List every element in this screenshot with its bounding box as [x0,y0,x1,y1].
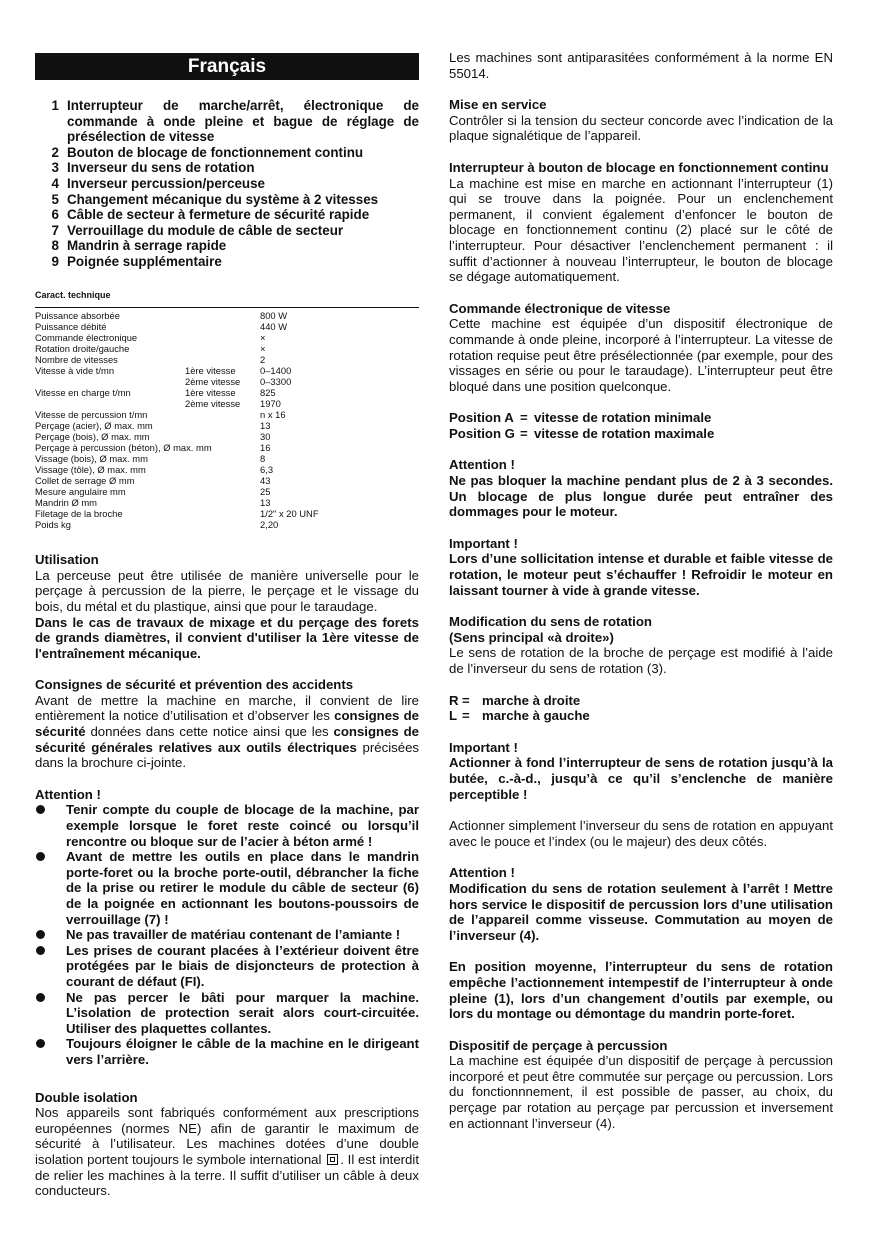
direction-row [449,708,833,724]
tech-divider [35,307,419,308]
part-item [35,238,419,254]
attention-item [35,943,419,990]
position-key: Position A [449,410,514,426]
consignes-section [35,677,419,771]
part-item [35,192,419,208]
mise-en-service-heading: Mise en service [449,97,547,113]
tech-value: 13 [260,420,271,432]
position-key: Position G [449,425,515,441]
tech-label: Commande électronique [35,332,138,344]
position-row [449,426,833,442]
tech-value: 2,20 [260,519,279,531]
tech-value: 16 [260,442,271,454]
moyenne-text: En position moyenne, l’interrupteur du sens de rotation empêche l’actionnement intempestif de l’interrupteur à onde pleine (1), lors d’un changement d’outils par exemple, ou lors du montage ou démontage du mandrin porte-foret. [449,959,833,1022]
attention1-section [449,457,833,519]
tech-section [35,288,419,531]
part-item [35,176,419,192]
tech-value: × [260,343,266,355]
interrupteur-text: La machine est mise en marche en actionnant l’interrupteur (1) qui se trouve dans la poignée. Pour un enclenchement permanent, il convient également d’enfoncer le bouton de blocage en fonctionnement continu (2) placé sur le côté de l’interrupteur. Pour désactiver l’enclenchement permanent : il suffit d’actionner à nouveau l’interrupteur, le bouton de blocage se dégage automatiquement. [449,175,833,285]
position-row [449,410,833,426]
bullet-icon [35,802,66,849]
direction-row [449,693,833,709]
part-item [35,254,419,270]
part-label: Bouton de blocage de fonctionnement continu [67,144,364,160]
tech-label: Perçage (bois), Ø max. mm [35,431,150,443]
position-value: vitesse de rotation minimale [534,410,712,426]
tech-row [35,354,419,365]
tech-value: 13 [260,497,271,509]
part-item [35,160,419,176]
position-value: vitesse de rotation maximale [534,425,715,441]
double-isolation-heading: Double isolation [35,1089,138,1105]
directions-section [449,693,833,724]
direction-key: L [449,708,458,724]
part-label: Mandrin à serrage rapide [67,238,227,254]
tech-value: 825 [260,387,276,399]
tech-value: 1970 [260,398,281,410]
double-isolation-text-part: . Il est interdit de relier les machines à la terre. Il suffit d’utiliser un câble à deux conducteurs. [35,1151,419,1199]
tech-value: n x 16 [260,409,286,421]
mise-en-service-text: Contrôler si la tension du secteur concorde avec l’indication de la plaque signalétique de l’appareil. [449,112,833,144]
commande-section [449,301,833,395]
double-isolation-section [35,1090,419,1199]
double-isolation-text-part: Nos appareils sont fabriqués conformément aux prescriptions européennes (normes NE) afin de garantir le maximum de sécurité à l’utilisateur. Les machines dotées d’une double isolation portent toujours le symbole international [35,1105,419,1167]
part-number: 8 [51,238,59,254]
part-label: Inverseur percussion/perceuse [67,175,265,191]
part-number: 2 [51,144,59,160]
tech-value: 0–3300 [260,376,292,388]
tech-label: Vitesse de percussion t/mn [35,409,148,421]
tech-value: 43 [260,475,271,487]
tech-sublabel: 2ème vitesse [185,376,241,388]
antiparasite-text: Les machines sont antiparasitées conformément à la norme EN 55014. [449,50,833,81]
consignes-bold-part: consignes de sécurité générales relatives aux outils électriques [35,724,419,755]
tech-label: Mandrin Ø mm [35,497,97,509]
part-number: 7 [51,222,59,238]
important1-text: Lors d’une sollicitation intense et durable et faible vitesse de rotation, le moteur peut s’échauffer ! Refroidir le moteur en laissant tourner à vide à grande vitesse. [449,551,833,598]
commande-text: Cette machine est équipée d’un dispositif électronique de commande à onde pleine, incorporé à l’interrupteur. La vitesse de rotation requise peut être présélectionnée (par exemple, pour des vissages en série ou pour le taraudage). L’interrupteur peut être bloqué dans une position quelconque. [449,316,833,394]
tech-row [35,409,419,420]
tech-value: 0–1400 [260,365,292,377]
tech-row [35,431,419,442]
commande-heading: Commande électronique de vitesse [449,300,671,316]
bullet-icon [35,927,66,943]
part-number: 6 [51,207,59,223]
important1-section [449,536,833,598]
part-number: 1 [51,98,59,113]
bullet-icon [35,990,66,1037]
part-number: 5 [51,191,59,207]
tech-label: Perçage à percussion (béton), Ø max. mm [35,442,212,454]
interrupteur-heading: Interrupteur à bouton de blocage en fonctionnement continu [449,159,829,175]
tech-row [35,420,419,431]
tech-row [35,464,419,475]
part-label: Interrupteur de marche/arrêt, électronique de commande à onde pleine et bague de réglage de présélection de vitesse [67,98,419,145]
consignes-text-part: Avant de mettre la machine en marche, il convient de lire entièrement la notice d’utilisation et d’observer les [35,692,419,724]
tech-row [35,475,419,486]
percussion-heading: Dispositif de perçage à percussion [449,1037,668,1053]
tech-row [35,343,419,354]
attention-item-text: Toujours éloigner le câble de la machine en le dirigeant vers l’arrière. [66,1036,419,1067]
double-insulation-icon [327,1154,338,1165]
tech-row [35,398,419,409]
tech-row [35,310,419,321]
attention-heading: Attention ! [35,786,101,802]
position-equals: = [520,425,528,441]
tech-label: Puissance absorbée [35,310,120,322]
tech-label: Vitesse à vide t/mn [35,365,115,377]
utilisation-text: La perceuse peut être utilisée de manière universelle pour le perçage à percussion de la pierre, le perçage et le vissage du bois, du métal et du plastique, ainsi que pour le taraudage. [35,567,419,614]
tech-value: 800 W [260,310,288,322]
tech-row [35,332,419,343]
attention-item [35,802,419,849]
attention2-heading: Attention ! [449,865,515,881]
tech-value: 2 [260,354,266,366]
part-item [35,98,419,145]
position-equals: = [520,410,528,426]
modification-section [449,614,833,676]
important1-heading: Important ! [449,535,518,551]
attention-section [35,787,419,1068]
tech-label: Nombre de vitesses [35,354,118,366]
tech-row [35,442,419,453]
attention-item-text: Les prises de courant placées à l’extérieur doivent être protégées par le biais de disjoncteurs de protection à courant de défaut (FI). [66,942,419,989]
tech-sublabel: 1ère vitesse [185,387,236,399]
attention-item [35,990,419,1037]
direction-value: marche à gauche [482,708,590,724]
left-column [35,50,419,1215]
tech-table [35,310,419,530]
tech-row [35,508,419,519]
tech-label [35,398,185,409]
tech-title: Caract. technique [35,289,111,300]
moyenne-section [449,959,833,1021]
tech-row [35,519,419,530]
part-label: Câble de secteur à fermeture de sécurité rapide [67,207,370,223]
attention-item [35,1036,419,1067]
right-column [449,50,833,1147]
double-isolation-text [35,1105,419,1199]
tech-sublabel: 2ème vitesse [185,398,241,410]
tech-value: × [260,332,266,344]
direction-equals: = [462,692,470,708]
tech-label: Poids kg [35,519,71,531]
tech-row [35,453,419,464]
part-label: Inverseur du sens de rotation [67,160,255,176]
part-number: 4 [51,175,59,191]
tech-value: 8 [260,453,266,465]
bullet-icon [35,1036,66,1067]
tech-row [35,376,419,387]
tech-label: Filetage de la broche [35,508,123,520]
tech-value: 1/2" x 20 UNF [260,508,319,520]
modification-subheading: (Sens principal «à droite») [449,629,614,645]
tech-label: Rotation droite/gauche [35,343,130,355]
positions-section [449,410,833,441]
direction-key: R [449,692,459,708]
mise-en-service-section [449,97,833,144]
direction-value: marche à droite [482,692,581,708]
tech-row [35,497,419,508]
consignes-bold-part: consignes de sécurité [35,708,419,740]
tech-label: Vitesse en charge t/mn [35,387,131,399]
tech-row [35,321,419,332]
attention-list [35,802,419,1067]
tech-value: 25 [260,486,271,498]
attention-item-text: Avant de mettre les outils en place dans le mandrin porte-foret ou la broche porte-outil, débrancher la fiche de la prise ou retirer le module du câble de secteur (6) de la poignée en actionnant les boutons-poussoirs de verrouillage (7) ! [66,849,419,927]
tech-label: Perçage (acier), Ø max. mm [35,420,153,432]
tech-label: Collet de serrage Ø mm [35,475,135,487]
attention-item-text: Tenir compte du couple de blocage de la machine, par exemple lorsque le foret reste coincé ou lorsqu’il rencontre ou bloque sur de l’acier à béton armé ! [66,802,419,849]
bullet-icon [35,943,66,990]
attention1-text: Ne pas bloquer la machine pendant plus de 2 à 3 secondes. Un blocage de plus longue durée peut entraîner des dommages pour le moteur. [449,473,833,520]
part-number: 9 [51,253,59,269]
part-number: 3 [51,160,59,176]
tech-row [35,387,419,398]
tech-value: 440 W [260,321,288,333]
part-label: Verrouillage du module de câble de secteur [67,222,344,238]
percussion-text: La machine est équipée d’un dispositif de perçage à percussion incorporé et peut être commutée sur perçage ou percussion. Lors du fonctionnnement, il est possible de passer, au choix, du perçage par rotation au perçage par percussion et inversement en actionnant l’inverseur (4). [449,1053,833,1131]
tech-label: Vissage (tôle), Ø max. mm [35,464,146,476]
attention2-text: Modification du sens de rotation seulement à l’arrêt ! Mettre hors service le dispositif de percussion lors d’une utilisation de l’appareil comme visseuse. Commutation au moyen de l’inverseur (4). [449,880,833,943]
tech-label [35,376,185,387]
simple-text: Actionner simplement l’inverseur du sens de rotation en appuyant avec le pouce et l’index (ou le majeur) des deux côtés. [449,818,833,849]
tech-row [35,365,419,376]
antiparasite-section [449,50,833,81]
percussion-section [449,1038,833,1132]
consignes-text [35,693,419,771]
utilisation-bold-text: Dans le cas de travaux de mixage et du perçage des forets de grands diamètres, il convient d'utiliser la 1ère vitesse de l'entraînement mécanique. [35,614,419,661]
language-banner: Français [35,53,419,80]
attention-item-text: Ne pas travailler de matériau contenant de l’amiante ! [66,927,401,943]
tech-value: 6,3 [260,464,274,476]
part-item [35,223,419,239]
direction-equals: = [462,708,470,724]
attention-item [35,927,419,943]
modification-text: Le sens de rotation de la broche de perçage est modifié à l’aide de l’inverseur du sens de rotation (3). [449,645,833,676]
important2-heading: Important ! [449,739,518,755]
consignes-text-part: données dans cette notice ainsi que les [85,724,334,740]
tech-label: Vissage (bois), Ø max. mm [35,453,148,465]
part-label: Poignée supplémentaire [67,253,222,269]
modification-heading: Modification du sens de rotation [449,614,652,630]
attention2-section [449,865,833,943]
part-label: Changement mécanique du système à 2 vitesses [67,191,379,207]
consignes-text-part: précisées dans la brochure ci-jointe. [35,739,419,771]
bullet-icon [35,849,66,927]
utilisation-section [35,552,419,661]
consignes-heading: Consignes de sécurité et prévention des accidents [35,677,354,693]
tech-label: Mesure angulaire mm [35,486,126,498]
tech-row [35,486,419,497]
important2-section [449,740,833,802]
attention-item-text: Ne pas percer le bâti pour marquer la machine. L’isolation de protection serait alors court-circuitée. Utiliser des plaquettes collantes. [66,989,419,1036]
attention1-heading: Attention ! [449,457,515,473]
tech-value: 30 [260,431,271,443]
part-item [35,145,419,161]
tech-label: Puissance débité [35,321,107,333]
tech-sublabel: 1ère vitesse [185,365,236,377]
simple-section [449,818,833,849]
attention-item [35,849,419,927]
parts-list [35,98,419,270]
interrupteur-section [449,160,833,285]
important2-text: Actionner à fond l’interrupteur de sens de rotation jusqu’à la butée, c.-à-d., jusqu’à ce qu’il s’enclenche de manière perceptible ! [449,755,833,802]
part-item [35,207,419,223]
utilisation-heading: Utilisation [35,552,99,568]
